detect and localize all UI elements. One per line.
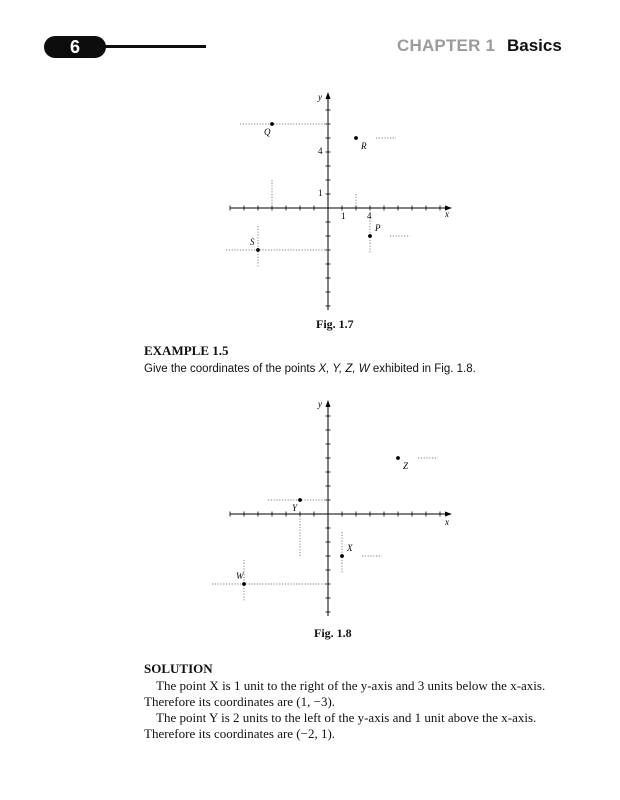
solution-paragraph-2-line-2: Therefore its coordinates are (−2, 1). <box>144 726 336 741</box>
figure-1-8 <box>0 390 620 630</box>
page-number: 6 <box>44 36 106 58</box>
tick-label-x4: 4 <box>367 211 372 221</box>
point-q <box>270 122 274 126</box>
point-x <box>340 554 344 558</box>
solution-paragraph-2-line-1: The point Y is 2 units to the left of the y-axis and 1 unit above the x-axis. <box>156 710 537 725</box>
example-heading: EXAMPLE 1.5 <box>144 343 229 358</box>
point-label-y: Y <box>292 503 298 513</box>
tick-label-y4: 4 <box>318 146 323 156</box>
x-axis-label: x <box>445 209 449 219</box>
solution-heading: SOLUTION <box>144 661 213 676</box>
point-label-p: P <box>375 223 381 233</box>
header-rule <box>100 45 206 48</box>
point-y <box>298 498 302 502</box>
tick-label-y1: 1 <box>318 188 323 198</box>
point-label-x: X <box>347 543 353 553</box>
example-point-names: X, Y, Z, W <box>318 363 370 375</box>
example-text: Give the coordinates of the points X, Y, Z, W exhibited in Fig. 1.8. <box>144 363 476 375</box>
point-p <box>368 234 372 238</box>
chapter-title: Basics <box>507 36 562 55</box>
y-axis-label: y <box>318 92 322 102</box>
point-r <box>354 136 358 140</box>
point-w <box>242 582 246 586</box>
figure-1-7 <box>0 80 620 320</box>
tick-label-x1: 1 <box>341 211 346 221</box>
x-axis-arrow <box>445 512 452 517</box>
point-s <box>256 248 260 252</box>
point-z <box>396 456 400 460</box>
point-label-s: S <box>250 237 255 247</box>
solution-paragraph-1-line-2: Therefore its coordinates are (1, −3). <box>144 694 336 709</box>
y-axis-label: y <box>318 399 322 409</box>
y-axis-arrow <box>326 400 331 407</box>
point-label-w: W <box>236 571 244 581</box>
figure-1-8-caption: Fig. 1.8 <box>314 626 352 640</box>
point-label-z: Z <box>403 461 409 471</box>
point-label-q: Q <box>264 127 271 137</box>
page-header <box>0 0 620 70</box>
solution-paragraph-1-line-1: The point X is 1 unit to the right of the y-axis and 3 units below the x-axis. <box>156 678 546 693</box>
figure-1-7-caption: Fig. 1.7 <box>316 317 354 331</box>
y-axis-arrow <box>326 92 331 99</box>
point-label-r: R <box>361 141 367 151</box>
x-axis-label: x <box>445 517 449 527</box>
chapter-label: CHAPTER 1 <box>397 36 496 55</box>
